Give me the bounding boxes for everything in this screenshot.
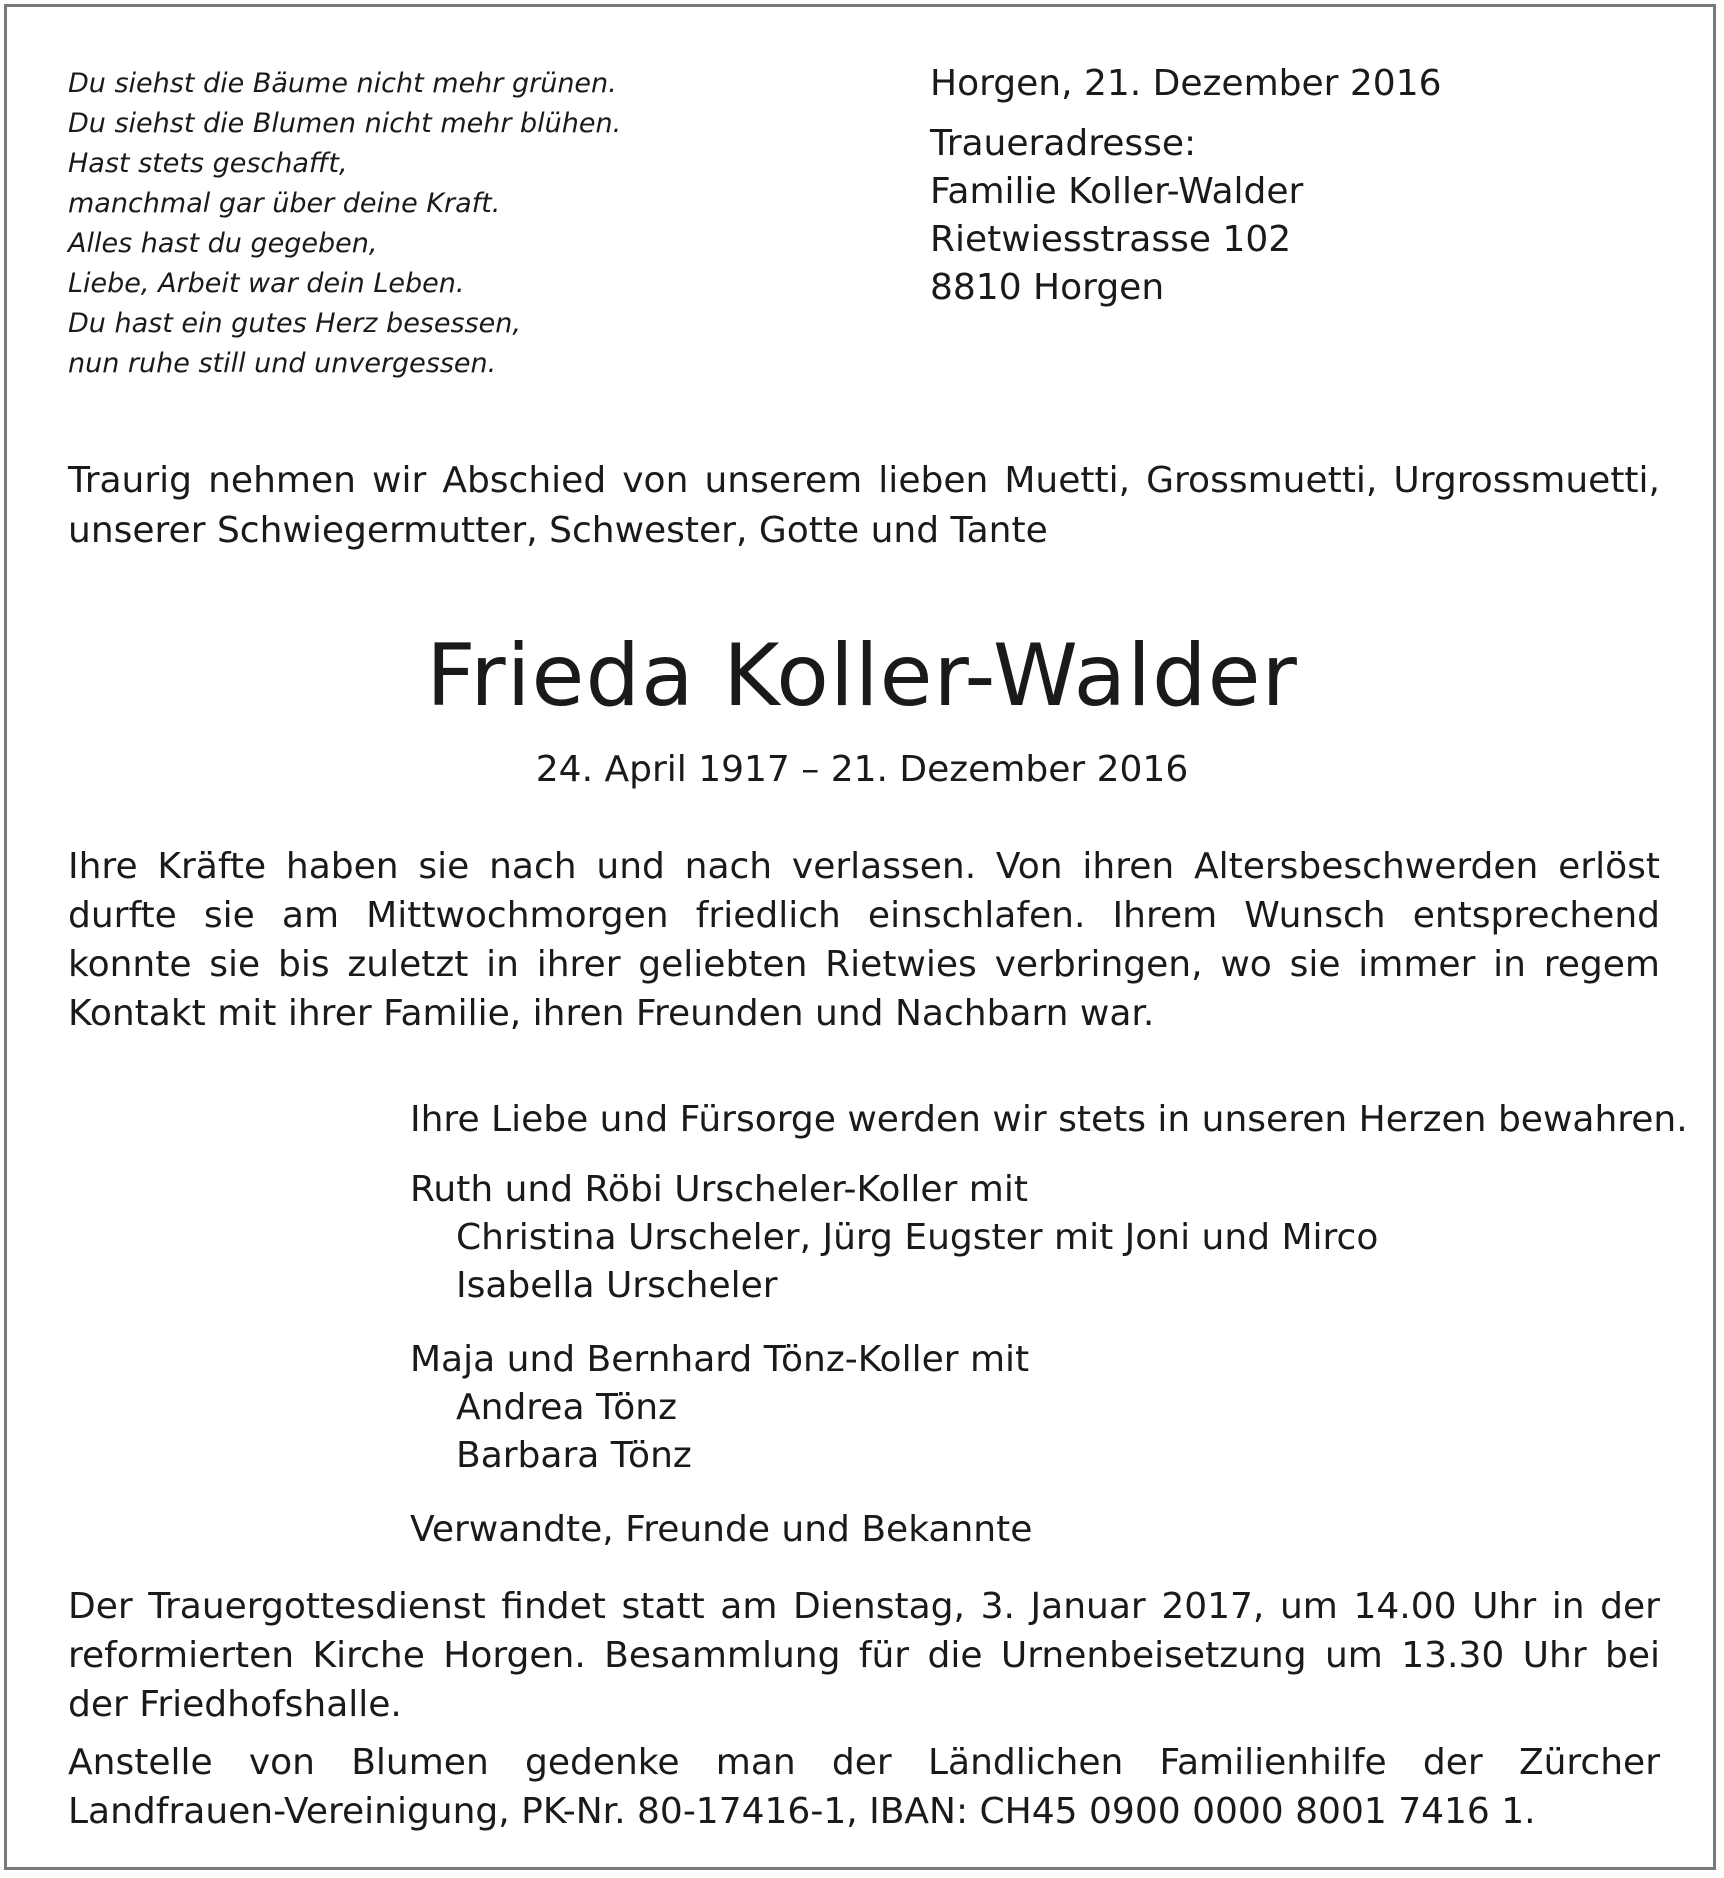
- donation-paragraph: Anstelle von Blumen gedenke man der Ländlichen Familienhilfe der Zürcher Landfrauen-Vereinigung, PK-Nr. 80-17416-1, IBAN: CH45 0900 0000 8001 7416 1.: [68, 1742, 1660, 1832]
- family-member: Barbara Tönz: [456, 1435, 692, 1476]
- family-head: Ruth und Röbi Urscheler-Koller mit: [410, 1169, 1028, 1210]
- service-paragraph: Der Trauergottesdienst findet statt am Dienstag, 3. Januar 2017, um 14.00 Uhr in der reformierten Kirche Horgen. Besammlung für die Urnenbeisetzung um 13.30 Uhr bei der Friedhofshalle.: [68, 1586, 1660, 1725]
- family-member: Isabella Urscheler: [456, 1265, 778, 1306]
- address-line: Rietwiesstrasse 102: [930, 219, 1292, 260]
- deceased-name: Frieda Koller-Walder: [426, 626, 1298, 726]
- family-head: Maja und Bernhard Tönz-Koller mit: [410, 1339, 1030, 1380]
- family-member: Christina Urscheler, Jürg Eugster mit Joni und Mirco: [456, 1217, 1379, 1258]
- poem-line: Alles hast du gegeben,: [68, 228, 378, 259]
- address-line: 8810 Horgen: [930, 267, 1165, 308]
- poem-line: Du siehst die Bäume nicht mehr grünen.: [68, 68, 617, 99]
- mourning-address-block: [930, 60, 1442, 312]
- intro-paragraph: Traurig nehmen wir Abschied von unserem lieben Muetti, Grossmuetti, Urgrossmuetti, unserer Schwiegermutter, Schwester, Gotte und Tante: [68, 460, 1660, 551]
- motto: Ihre Liebe und Fürsorge werden wir stets in unseren Herzen bewahren.: [410, 1099, 1688, 1140]
- address-line: Familie Koller-Walder: [930, 171, 1304, 212]
- family-member: Andrea Tönz: [456, 1387, 677, 1428]
- poem-line: Hast stets geschafft,: [68, 148, 348, 179]
- poem-line: Du hast ein gutes Herz besessen,: [68, 308, 521, 339]
- poem-line: Liebe, Arbeit war dein Leben.: [68, 268, 465, 299]
- lifespan-dates: 24. April 1917 – 21. Dezember 2016: [535, 749, 1189, 790]
- place-date: Horgen, 21. Dezember 2016: [930, 63, 1442, 104]
- poem: [68, 64, 621, 384]
- poem-line: manchmal gar über deine Kraft.: [68, 188, 501, 219]
- poem-line: Du siehst die Blumen nicht mehr blühen.: [68, 108, 622, 139]
- poem-line: nun ruhe still und unvergessen.: [68, 348, 497, 379]
- address-label: Traueradresse:: [930, 123, 1197, 164]
- signatures-block: [410, 1096, 1688, 1554]
- body-paragraph: Ihre Kräfte haben sie nach und nach verlassen. Von ihren Altersbeschwerden erlöst durfte sie am Mittwochmorgen friedlich einschlafen. Ihrem Wunsch entsprechend konnte sie bis zuletzt in ihrer geliebten Rietwies verbringen, wo sie immer in regem Kontakt mit ihrer Familie, ihren Freunden und Nachbarn war.: [68, 846, 1660, 1034]
- others-line: Verwandte, Freunde und Bekannte: [410, 1509, 1033, 1550]
